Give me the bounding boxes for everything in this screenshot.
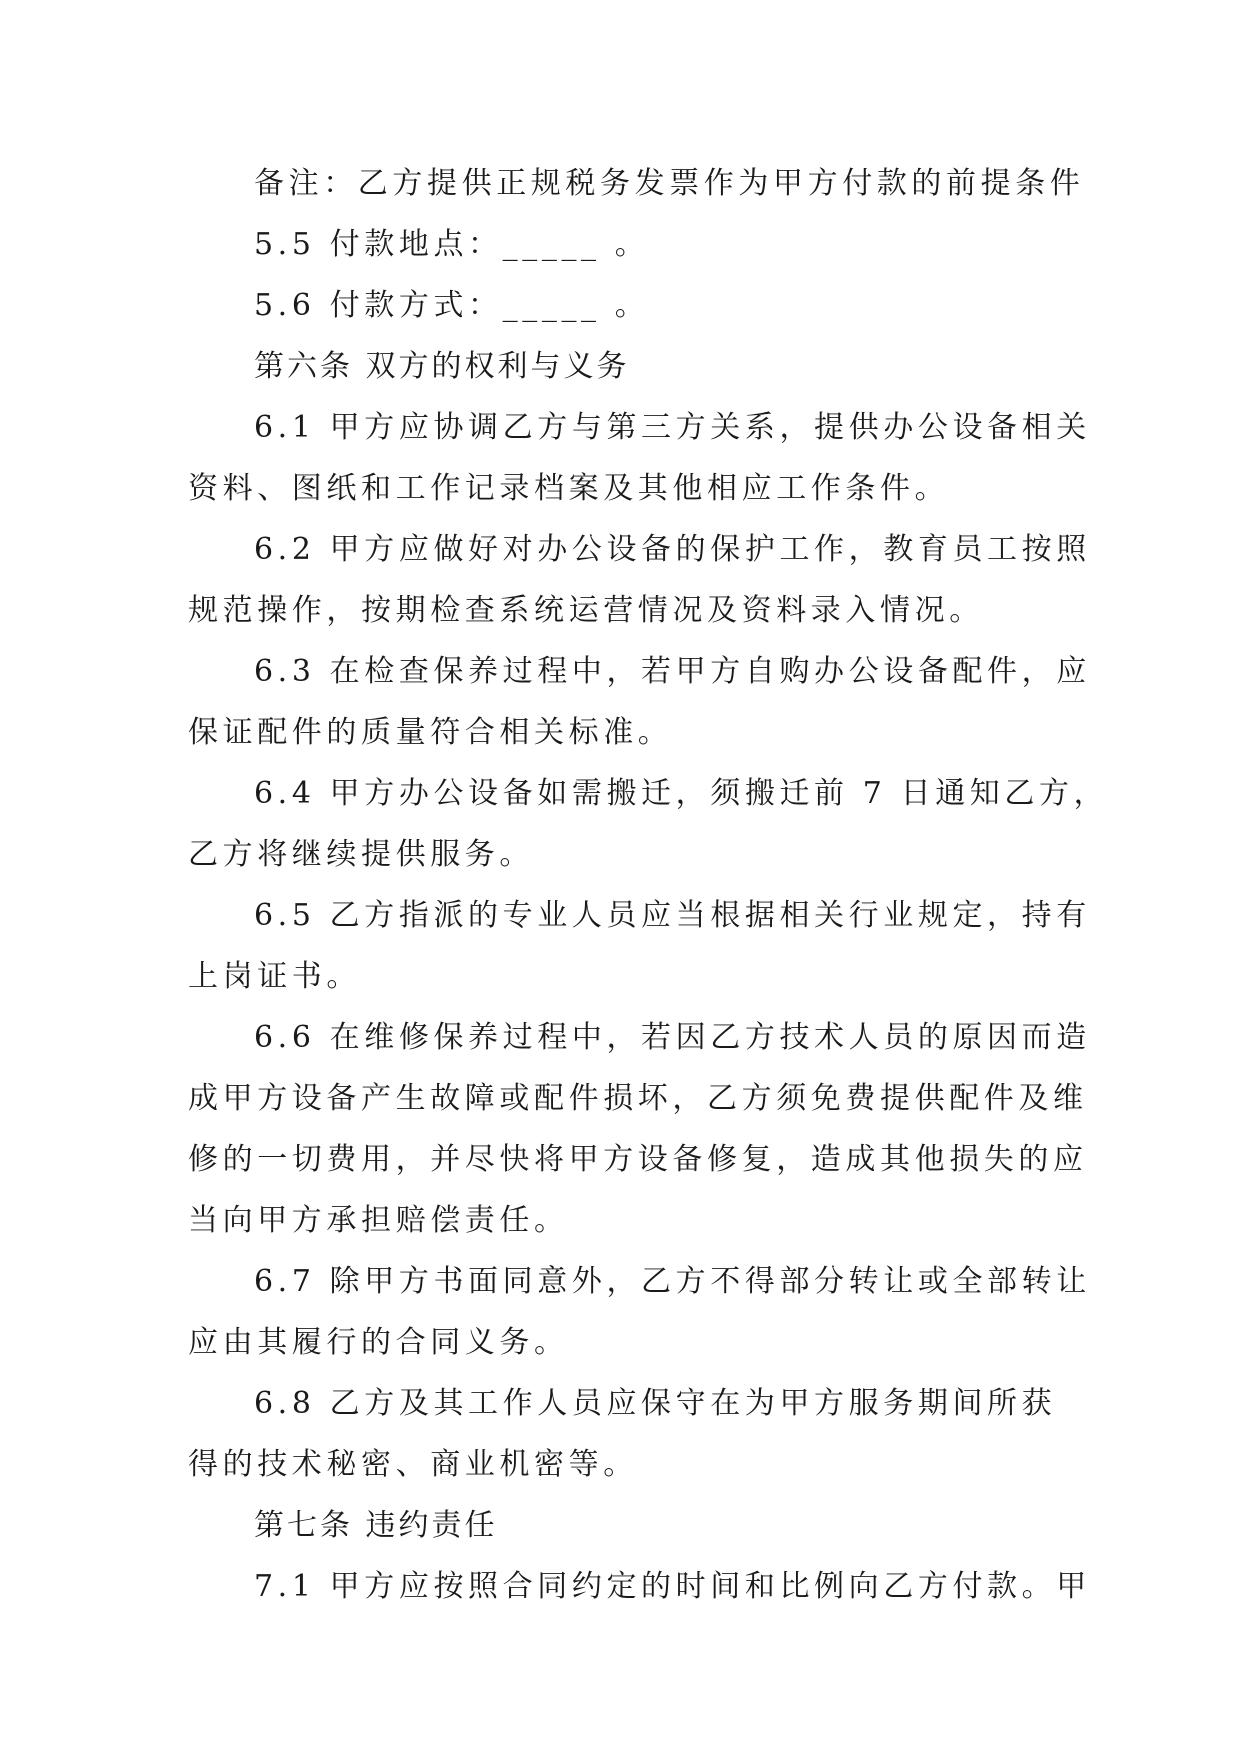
clause-6-4-line-2: 乙方将继续提供服务。: [188, 837, 534, 872]
clause-6-2-line-2: 规范操作，按期检查系统运营情况及资料录入情况。: [188, 593, 984, 628]
clause-6-1-line-2: 资料、图纸和工作记录档案及其他相应工作条件。: [188, 471, 950, 506]
article-7-heading: 第七条 违约责任: [254, 1508, 498, 1543]
clause-6-6-line-1: 6.6 在维修保养过程中，若因乙方技术人员的原因而造: [254, 1020, 1091, 1055]
note-payment-condition: 备注：乙方提供正规税务发票作为甲方付款的前提条件: [254, 166, 1085, 201]
clause-6-7-line-2: 应由其履行的合同义务。: [188, 1325, 569, 1360]
clause-7-1-line-1: 7.1 甲方应按照合同约定的时间和比例向乙方付款。甲: [254, 1569, 1091, 1604]
clause-6-5-line-1: 6.5 乙方指派的专业人员应当根据相关行业规定，持有: [254, 898, 1091, 933]
clause-6-3-line-1: 6.3 在检查保养过程中，若甲方自购办公设备配件，应: [254, 654, 1091, 689]
clause-6-8-line-2: 得的技术秘密、商业机密等。: [188, 1447, 638, 1482]
clause-6-8-line-1: 6.8 乙方及其工作人员应保守在为甲方服务期间所获: [254, 1386, 1057, 1421]
clause-6-6-line-2: 成甲方设备产生故障或配件损坏，乙方须免费提供配件及维: [188, 1081, 1088, 1116]
clause-6-2-line-1: 6.2 甲方应做好对办公设备的保护工作，教育员工按照: [254, 532, 1091, 567]
clause-6-6-line-4: 当向甲方承担赔偿责任。: [188, 1203, 569, 1238]
clause-6-6-line-3: 修的一切费用，并尽快将甲方设备修复，造成其他损失的应: [188, 1142, 1088, 1177]
clause-6-1-line-1: 6.1 甲方应协调乙方与第三方关系，提供办公设备相关: [254, 410, 1091, 445]
clause-6-7-line-1: 6.7 除甲方书面同意外，乙方不得部分转让或全部转让: [254, 1264, 1091, 1299]
clause-6-3-line-2: 保证配件的质量符合相关标准。: [188, 715, 673, 750]
clause-5-6-payment-method: 5.6 付款方式：_____ 。: [254, 288, 650, 323]
clause-6-5-line-2: 上岗证书。: [188, 959, 361, 994]
clause-6-4-line-1: 6.4 甲方办公设备如需搬迁，须搬迁前 7 日通知乙方，: [254, 776, 1109, 811]
article-6-heading: 第六条 双方的权利与义务: [254, 349, 630, 384]
clause-5-5-payment-place: 5.5 付款地点：_____ 。: [254, 227, 650, 262]
